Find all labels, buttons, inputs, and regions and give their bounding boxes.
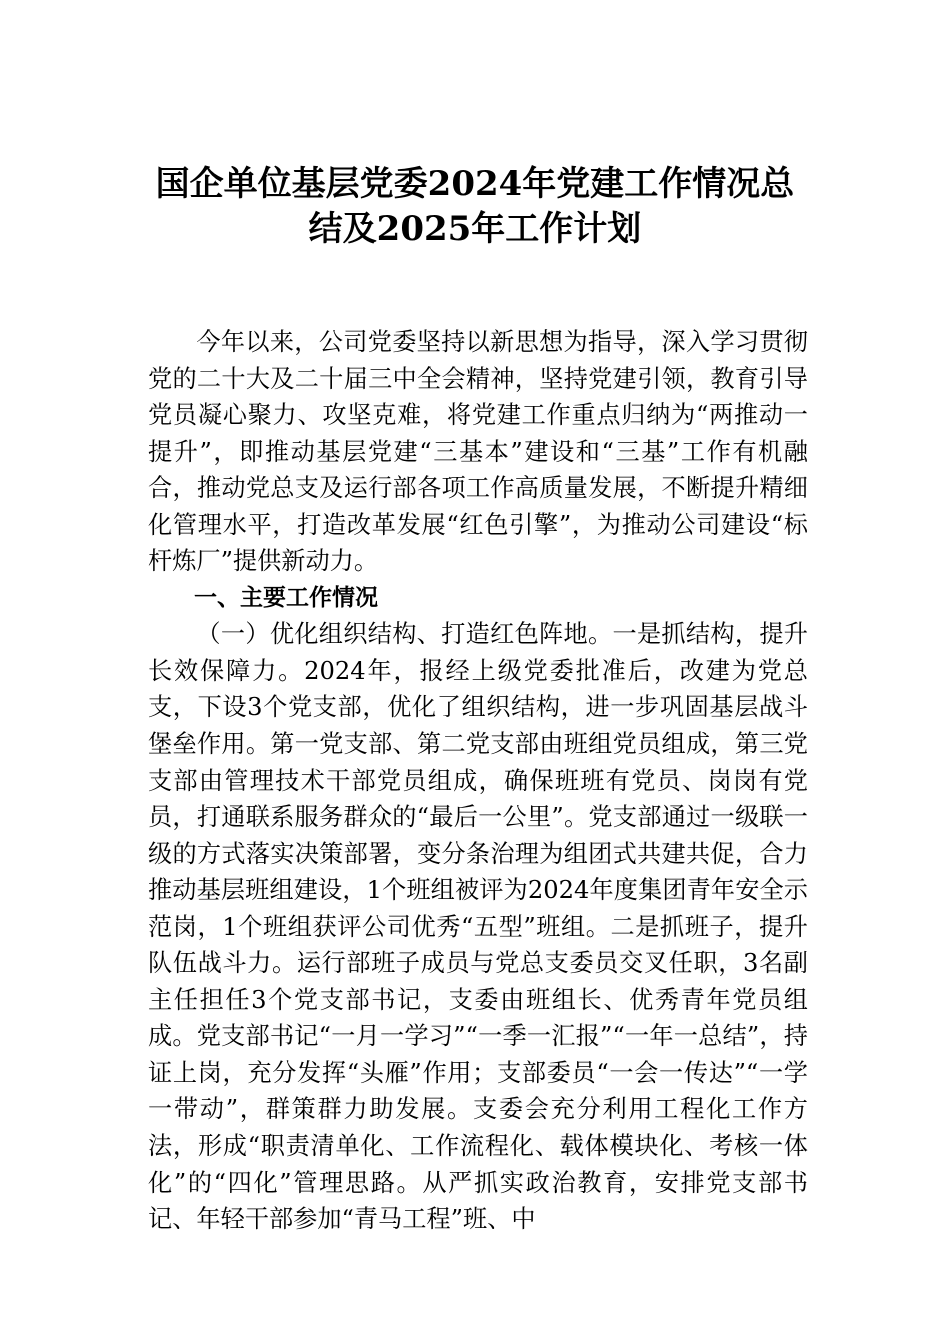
section-paragraph: （一）优化组织结构、打造红色阵地。一是抓结构，提升长效保障力。2024年，报经上级党委批准后，改建为党总支，下设3个党支部，优化了组织结构，进一步巩固基层战斗堡垒作用。第一党支部、第二党支部由班组党员组成，第三党支部由管理技术干部党员组成，确保班班有党员、岗岗有党员，打通联系服务群众的“最后一公里”。党支部通过一级联一级的方式落实决策部署，变分条治理为组团式共建共促，合力推动基层班组建设，1个班组被评为2024年度集团青年安全示范岗，1个班组获评公司优秀“五型”班组。二是抓班子，提升队伍战斗力。运行部班子成员与党总支委员交叉任职，3名副主任担任3个党支部书记，支委由班组长、优秀青年党员组成。党支部书记“一月一学习”“一季一汇报”“一年一总结”，持证上岗，充分发挥“头雁”作用；支部委员“一会一传达”“一学一带动”，群策群力助发展。支委会充分利用工程化工作方法，形成“职责清单化、工作流程化、载体模块化、考核一体化”的“四化”管理思路。从严抓实政治教育，安排党支部书记、年轻干部参加“青马工程”班、中 (148, 620, 808, 1234)
document-title-line-1: 国企单位基层党委2024年党建工作情况总 (155, 164, 795, 204)
document-title-line-2: 结及2025年工作计划 (308, 209, 642, 249)
document-body (148, 324, 808, 1238)
intro-paragraph: 今年以来，公司党委坚持以新思想为指导，深入学习贯彻党的二十大及二十届三中全会精神，坚持党建引领，教育引导党员凝心聚力、攻坚克难，将党建工作重点归纳为“两推动一提升”，即推动基层党建“三基本”建设和“三基”工作有机融合，推动党总支及运行部各项工作高质量发展，不断提升精细化管理水平，打造改革发展“红色引擎”，为推动公司建设“标杆炼厂”提供新动力。 (148, 328, 808, 576)
section-heading: 一、主要工作情况 (194, 584, 378, 611)
